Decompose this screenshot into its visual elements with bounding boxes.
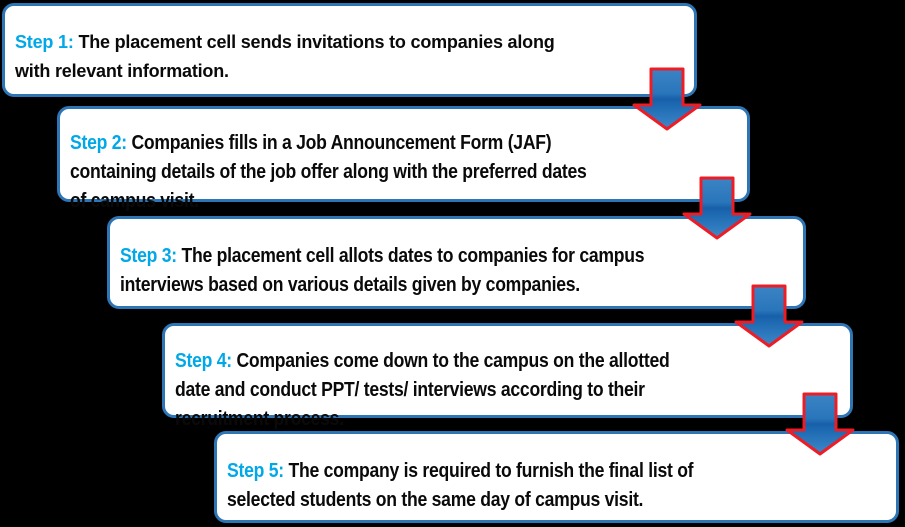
step-3-line-1 <box>120 242 787 271</box>
step-2-label: Step 2: <box>70 132 127 154</box>
step-4-line-3: recruitment process. <box>175 408 344 430</box>
step-2-line-1-rest: Companies fills in a Job Announcement Form (JAF) <box>131 132 552 154</box>
step-4-line-1-rest: Companies come down to the campus on the allotted <box>236 350 670 372</box>
step-1-line-1 <box>15 28 682 57</box>
step-1-box <box>2 3 697 97</box>
step-5-line-2: selected students on the same day of campus visit. <box>227 489 644 511</box>
step-5-line-1-rest: The company is required to furnish the final list of <box>288 460 694 482</box>
step-2-line-2: containing details of the job offer along with the preferred dates <box>70 161 587 183</box>
step-1-text <box>15 28 682 86</box>
step-2-text <box>70 129 731 216</box>
down-arrow-icon-1 <box>631 66 703 132</box>
step-2-line-3: of campus visit. <box>70 190 199 212</box>
step-2-line-1 <box>70 129 731 158</box>
step-3-line-2: interviews based on various details given by companies. <box>120 274 580 296</box>
step-1-label: Step 1: <box>15 32 74 52</box>
step-1-line-2: with relevant information. <box>15 61 229 81</box>
step-4-text <box>175 347 834 434</box>
step-3-text <box>120 242 787 300</box>
down-arrow-icon-3 <box>733 283 805 349</box>
step-3-label: Step 3: <box>120 245 177 267</box>
step-3-line-1-rest: The placement cell allots dates to companies for campus <box>181 245 645 267</box>
step-1-line-1-rest: The placement cell sends invitations to companies along <box>78 32 555 52</box>
down-arrow-icon-4 <box>784 391 856 457</box>
step-5-text <box>227 457 880 515</box>
step-4-line-1 <box>175 347 834 376</box>
step-5-line-1 <box>227 457 880 486</box>
step-4-label: Step 4: <box>175 350 232 372</box>
down-arrow-icon-2 <box>681 175 753 241</box>
step-4-line-2: date and conduct PPT/ tests/ interviews according to their <box>175 379 645 401</box>
step-5-label: Step 5: <box>227 460 284 482</box>
